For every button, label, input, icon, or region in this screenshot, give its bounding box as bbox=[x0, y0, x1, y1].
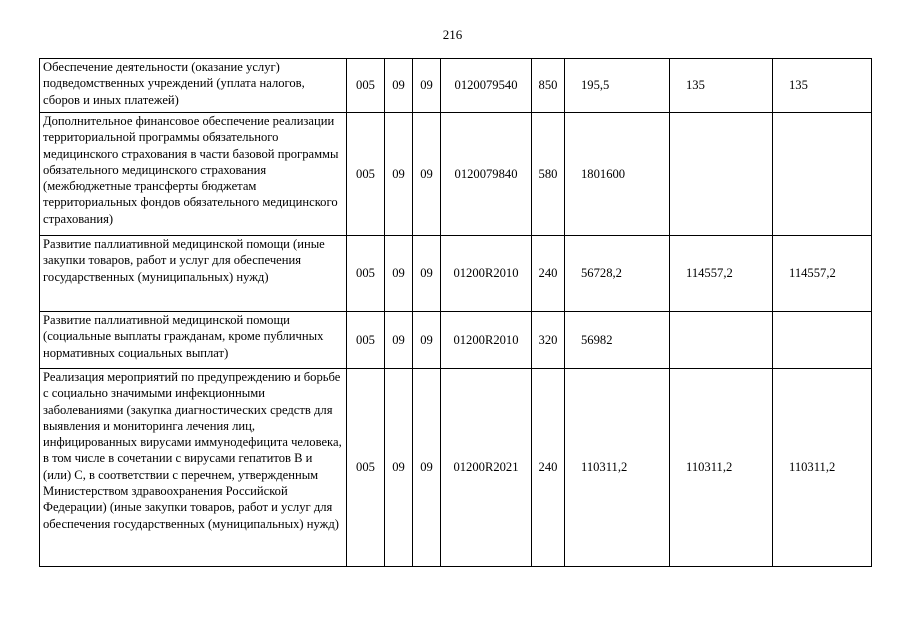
row-gr: 005 bbox=[347, 312, 385, 369]
row-pr: 09 bbox=[413, 113, 441, 236]
row-pr: 09 bbox=[413, 59, 441, 113]
row-description: Реализация мероприятий по предупреждению и борьбе с социально значимыми инфекционными заболеваниями (закупка диагностических средств для выявления и мониторинга лечения лиц, инфицированных вирусами иммунодефицита человека, в том числе в сочетании с вирусами гепатитов В и (или) С, в соответствии с перечнем, утвержденным Министерством здравоохранения Российской Федерации) (иные закупки товаров, работ и услуг для обеспечения государственных (муниципальных) нужд) bbox=[40, 369, 347, 567]
row-vr: 240 bbox=[532, 369, 565, 567]
row-amount-3: 110311,2 bbox=[773, 369, 872, 567]
row-cs: 0120079540 bbox=[441, 59, 532, 113]
row-cs: 0120079840 bbox=[441, 113, 532, 236]
row-pr: 09 bbox=[413, 236, 441, 312]
row-rz: 09 bbox=[385, 236, 413, 312]
table-row bbox=[40, 113, 872, 236]
row-amount-3 bbox=[773, 113, 872, 236]
row-description: Дополнительное финансовое обеспечение реализации территориальной программы обязательного медицинского страхования в части базовой программы обязательного медицинского страхования (межбюджетные трансферты бюджетам территориальных фондов обязательного медицинского страхования) bbox=[40, 113, 347, 236]
row-gr: 005 bbox=[347, 113, 385, 236]
row-cs: 01200R2021 bbox=[441, 369, 532, 567]
row-vr: 850 bbox=[532, 59, 565, 113]
table-row bbox=[40, 369, 872, 567]
row-rz: 09 bbox=[385, 59, 413, 113]
row-vr: 320 bbox=[532, 312, 565, 369]
row-vr: 580 bbox=[532, 113, 565, 236]
row-gr: 005 bbox=[347, 236, 385, 312]
row-amount-1: 56728,2 bbox=[565, 236, 670, 312]
row-vr: 240 bbox=[532, 236, 565, 312]
row-pr: 09 bbox=[413, 369, 441, 567]
row-cs: 01200R2010 bbox=[441, 236, 532, 312]
row-description: Развитие паллиативной медицинской помощи (социальные выплаты гражданам, кроме публичных нормативных социальных выплат) bbox=[40, 312, 347, 369]
row-rz: 09 bbox=[385, 113, 413, 236]
page-number: 216 bbox=[442, 27, 463, 42]
row-amount-1: 56982 bbox=[565, 312, 670, 369]
row-amount-2: 135 bbox=[670, 59, 773, 113]
budget-table bbox=[39, 58, 872, 567]
row-rz: 09 bbox=[385, 369, 413, 567]
row-pr: 09 bbox=[413, 312, 441, 369]
row-cs: 01200R2010 bbox=[441, 312, 532, 369]
row-amount-2: 114557,2 bbox=[670, 236, 773, 312]
row-amount-2: 110311,2 bbox=[670, 369, 773, 567]
table-row bbox=[40, 236, 872, 312]
row-description: Обеспечение деятельности (оказание услуг) подведомственных учреждений (уплата налогов, сборов и иных платежей) bbox=[40, 59, 347, 113]
table-row bbox=[40, 312, 872, 369]
row-amount-1: 195,5 bbox=[565, 59, 670, 113]
row-amount-3: 135 bbox=[773, 59, 872, 113]
row-gr: 005 bbox=[347, 59, 385, 113]
row-amount-2 bbox=[670, 312, 773, 369]
row-amount-3: 114557,2 bbox=[773, 236, 872, 312]
table-row bbox=[40, 59, 872, 113]
row-amount-2 bbox=[670, 113, 773, 236]
row-amount-1: 110311,2 bbox=[565, 369, 670, 567]
row-rz: 09 bbox=[385, 312, 413, 369]
row-amount-1: 1801600 bbox=[565, 113, 670, 236]
row-gr: 005 bbox=[347, 369, 385, 567]
row-amount-3 bbox=[773, 312, 872, 369]
row-description: Развитие паллиативной медицинской помощи (иные закупки товаров, работ и услуг для обеспечения государственных (муниципальных) нужд) bbox=[40, 236, 347, 312]
